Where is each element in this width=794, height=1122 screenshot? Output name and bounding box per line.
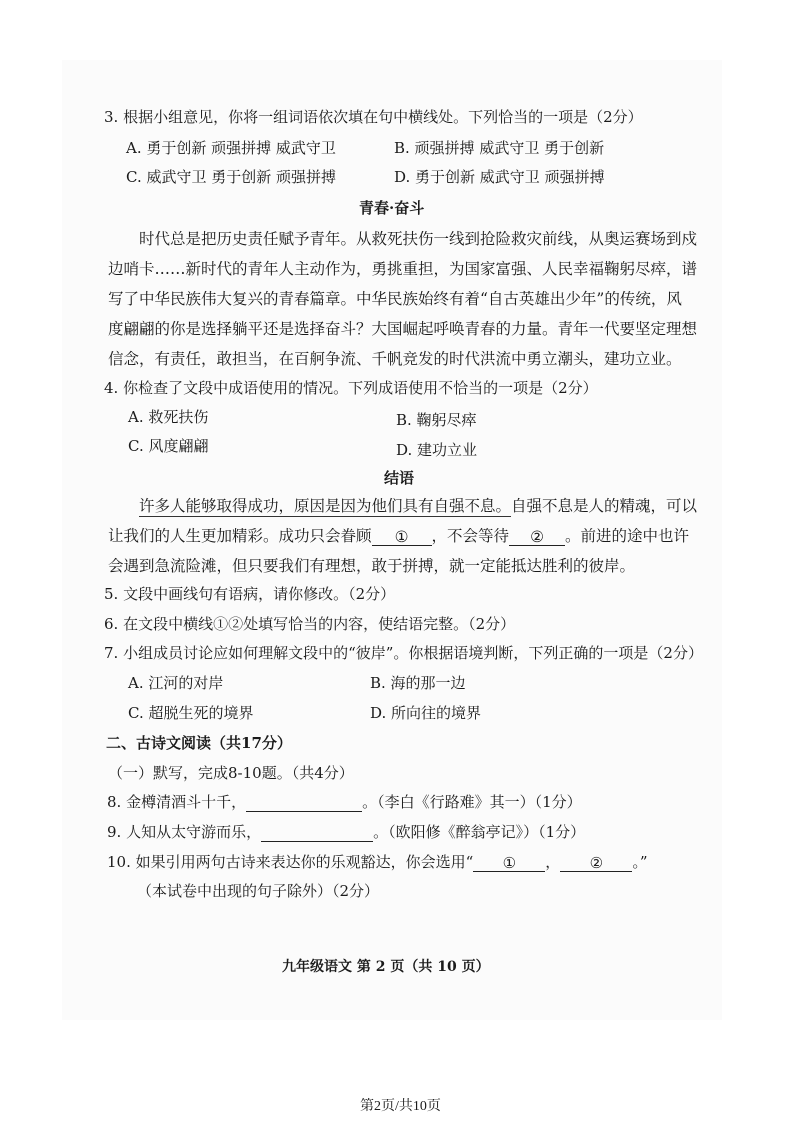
q3-option-a: A. 勇于创新 顽强拼搏 威武守卫 <box>126 139 336 157</box>
q10-end: 。” <box>632 853 648 871</box>
part2-subtitle: （一）默写，完成8-10题。（共4分） <box>108 764 354 782</box>
q9-blank <box>261 823 373 842</box>
q4-option-d: D. 建功立业 <box>396 441 478 459</box>
q9-text-b: 。（欧阳修《醉翁亭记》）（1分） <box>373 823 586 841</box>
q4-option-c: C. 风度翩翩 <box>128 437 209 455</box>
q3-option-b: B. 顽强拼搏 威武守卫 勇于创新 <box>394 139 605 157</box>
passage-line-4: 度翩翩的你是选择躺平还是选择奋斗？大国崛起呼唤青春的力量。青年一代要坚定理想 <box>108 320 698 338</box>
q7-option-d: D. 所向往的境界 <box>370 704 482 722</box>
passage-line-5: 信念，有责任，敢担当，在百舸争流、千帆竞发的时代洪流中勇立潮头，建功立业。 <box>108 350 682 368</box>
q9-text-a: 9. 人知从太守游而乐， <box>107 823 262 841</box>
q4-option-a: A. 救死扶伤 <box>128 408 209 426</box>
q6-stem: 6. 在文段中横线①②处填写恰当的内容，使结语完整。（2分） <box>104 615 516 633</box>
q7-option-b: B. 海的那一边 <box>370 674 466 692</box>
conclusion-line-2 <box>108 526 689 546</box>
q7-stem: 7. 小组成员讨论应如何理解文段中的“彼岸”。你根据语境判断，下列正确的一项是（2分） <box>104 644 703 662</box>
conclusion-text-a: 让我们的人生更加精彩。成功只会眷顾 <box>108 527 372 545</box>
part2-title: 二、古诗文阅读（共17分） <box>106 734 292 752</box>
q4-option-b: B. 鞠躬尽瘁 <box>396 411 477 429</box>
passage-line-1: 时代总是把历史责任赋予青年。从救死扶伤一线到抢险救灾前线，从奥运赛场到戍 <box>139 230 698 248</box>
underlined-sentence: 许多人能够取得成功，原因是因为他们具有自强不息。 <box>139 497 512 515</box>
q8-line <box>107 792 582 812</box>
conclusion-line-1-rest: 自强不息是人的精魂，可以 <box>511 497 698 515</box>
conclusion-line-3: 会遇到急流险滩，但只要我们有理想，敢于拼搏，就一定能抵达胜利的彼岸。 <box>108 557 636 575</box>
q10-text-a: 10. 如果引用两句古诗来表达你的乐观豁达，你会选用“ <box>107 853 474 871</box>
q7-option-a: A. 江河的对岸 <box>128 674 224 692</box>
q5-stem: 5. 文段中画线句有语病，请你修改。（2分） <box>104 585 396 603</box>
conclusion-text-b: ，不会等待 <box>431 527 510 545</box>
q9-line <box>107 822 585 842</box>
page-indicator: 第2页/共10页 <box>360 1099 441 1114</box>
q10-line-1 <box>107 852 647 872</box>
passage-line-2: 边哨卡……新时代的青年人主动作为，勇挑重担，为国家富强、人民幸福鞠躬尽瘁，谱 <box>108 260 698 278</box>
conclusion-line-1 <box>139 496 697 516</box>
conclusion-text-c: 。前进的途中也许 <box>565 527 690 545</box>
q3-option-d: D. 勇于创新 威武守卫 顽强拼搏 <box>394 168 605 186</box>
q10-blank-1: ① <box>473 853 545 872</box>
q10-blank-2: ② <box>560 853 632 872</box>
blank-2: ② <box>509 527 565 546</box>
passage-line-3: 写了中华民族伟大复兴的青春篇章。中华民族始终有着“自古英雄出少年”的传统，风 <box>108 290 682 308</box>
q10-line-2: （本试卷中出现的句子除外）（2分） <box>137 882 380 900</box>
section-title-conclusion: 结语 <box>384 469 415 487</box>
q3-option-c: C. 威武守卫 勇于创新 顽强拼搏 <box>126 168 337 186</box>
blank-1: ① <box>372 527 432 546</box>
q8-blank <box>246 793 362 812</box>
page-footer: 九年级语文 第 2 页（共 10 页） <box>282 959 490 975</box>
q8-text-b: 。（李白《行路难》其一）（1分） <box>362 793 582 811</box>
q10-sep: ， <box>545 853 561 871</box>
q3-stem: 3. 根据小组意见，你将一组词语依次填在句中横线处。下列恰当的一项是（2分） <box>104 108 643 126</box>
q7-option-c: C. 超脱生死的境界 <box>128 704 254 722</box>
q8-text-a: 8. 金樽清酒斗十千， <box>107 793 247 811</box>
q4-stem: 4. 你检查了文段中成语使用的情况。下列成语使用不恰当的一项是（2分） <box>104 379 598 397</box>
section-title-youth: 青春·奋斗 <box>359 199 425 217</box>
